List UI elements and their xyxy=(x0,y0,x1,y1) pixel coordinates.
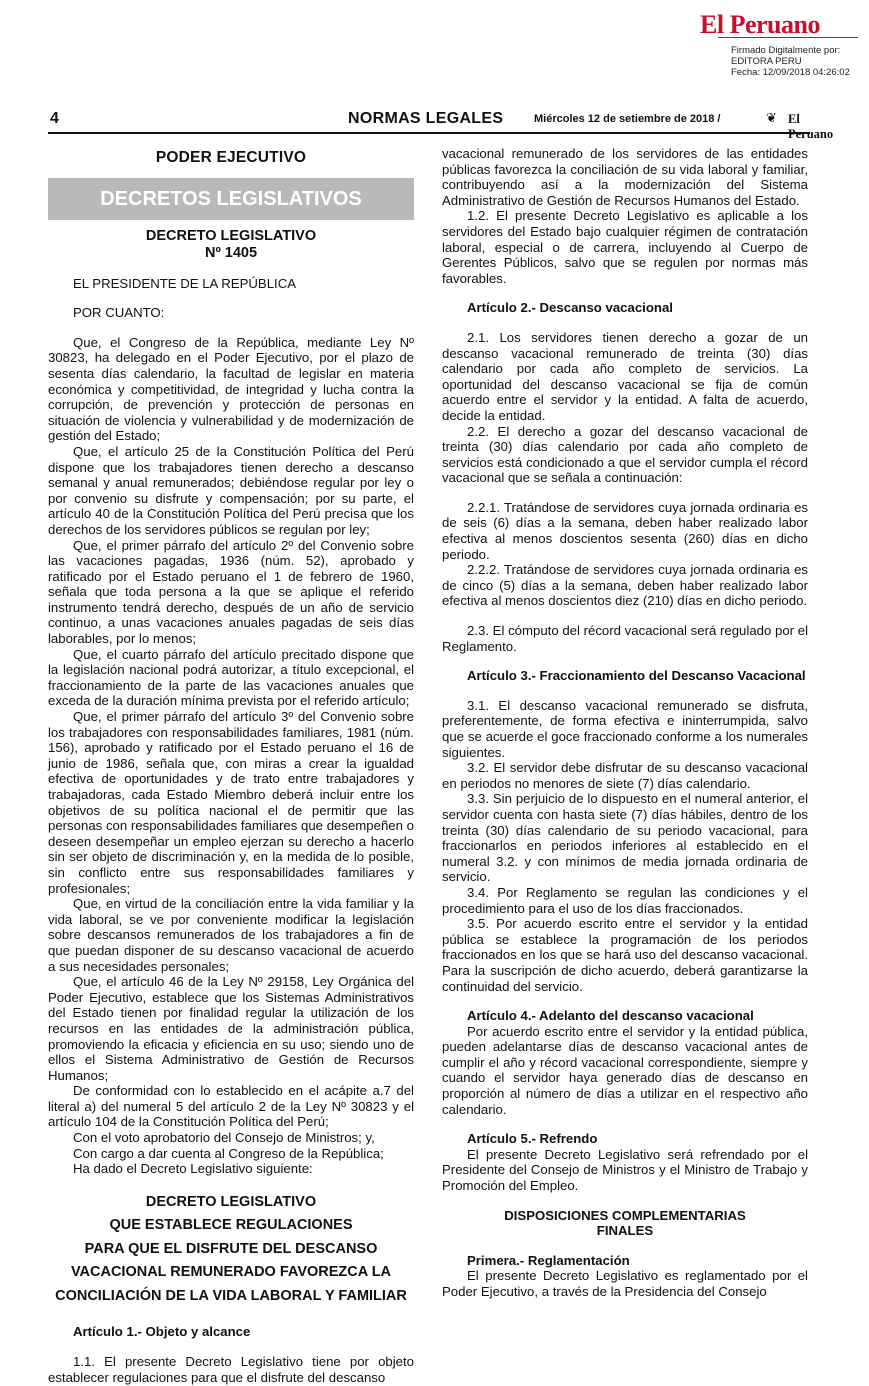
president-line: EL PRESIDENTE DE LA REPÚBLICA xyxy=(73,275,297,291)
dispositions-subheading: FINALES xyxy=(596,1223,654,1239)
article-3-heading: Artículo 3.- Fraccionamiento del Descanso Vacacional xyxy=(467,668,806,684)
whereas-paragraph: Que, el primer párrafo del artículo 2º del Convenio sobre las vacaciones pagadas, 1936 (núm. 52), aprobado y ratificado por el Estado peruano el 1 de febrero de 1960, señala que toda persona a la que se aplique el referido instrumento tendrá derecho, después de un año de servicio continuo, a unas vacaciones anuales pagadas de seis días laborables, por lo menos; xyxy=(48,537,414,647)
title-line: VACACIONAL REMUNERADO FAVOREZCA LA xyxy=(70,1264,392,1281)
paper-name: El Peruano xyxy=(788,112,834,141)
decree-title xyxy=(48,228,414,262)
signature-line: EDITORA PERU xyxy=(731,56,802,67)
article-paragraph: 1.1. El presente Decreto Legislativo tiene por objeto establecer regulaciones para que el disfrute del descanso xyxy=(48,1353,414,1385)
article-paragraph: 3.5. Por acuerdo escrito entre el servidor y la entidad pública se establece la programación de los periodos fraccionados en los que se hará uso del descanso vacacional. Para la suscripción de dicho acuerdo, deberá garantizarse la continuidad del servicio. xyxy=(442,916,808,994)
whereas-paragraph: Que, en virtud de la conciliación entre la vida familiar y la vida laboral, se ve por conveniente modificar la legislación sobre descansos remunerados de los trabajadores a fin de que puedan disponer de su descanso vacacional de acuerdo a sus necesidades personales; xyxy=(48,896,414,974)
title-line: CONCILIACIÓN DE LA VIDA LABORAL Y FAMILIAR xyxy=(55,1287,407,1304)
logo-underline xyxy=(718,37,858,40)
article-paragraph: Por acuerdo escrito entre el servidor y la entidad pública, pueden adelantarse días de descanso vacacional antes de cumplir el año y récord vacacional correspondiente, siempre y cuando el servidor haya generado días de descanso en proporción al número de días a utilizar en el respectivo año calendario. xyxy=(442,1023,808,1117)
article-paragraph: 2.1. Los servidores tienen derecho a gozar de un descanso vacacional remunerado de treinta (30) días calendario por cada año completo de servicios. La oportunidad del descanso vacacional se fija de común acuerdo entre el servidor y la entidad. A falta de acuerdo, decide la entidad. xyxy=(442,329,808,423)
newspaper-logo: El Peruano xyxy=(700,10,820,39)
section-title: NORMAS LEGALES xyxy=(348,110,504,127)
article-2-heading: Artículo 2.- Descanso vacacional xyxy=(467,300,673,316)
title-line: PARA QUE EL DISFRUTE DEL DESCANSO xyxy=(84,1240,378,1257)
whereas-paragraph: Que, el artículo 46 de la Ley Nº 29158, Ley Orgánica del Poder Ejecutivo, establece que los Sistemas Administrativos del Estado tienen por finalidad regular la utilización de los recursos en las entidades de la administración pública, promoviendo la eficacia y eficiencia en su uso; siendo uno de ellos el Sistema Administrativo de Gestión de Recursos Humanos; xyxy=(48,974,414,1083)
page-number: 4 xyxy=(50,110,59,127)
primera-heading: Primera.- Reglamentación xyxy=(467,1252,630,1268)
whereas-paragraph: Con cargo a dar cuenta al Congreso de la República; xyxy=(73,1145,384,1161)
article-paragraph: 3.2. El servidor debe disfrutar de su descanso vacacional en periodos no menores de siete (7) días calendario. xyxy=(442,760,808,791)
whereas-paragraph: Con el voto aprobatorio del Consejo de Ministros; y, xyxy=(73,1130,375,1146)
article-paragraph: El presente Decreto Legislativo es reglamentado por el Poder Ejecutivo, a través de la Presidencia del Consejo xyxy=(442,1268,808,1299)
article-paragraph: 2.3. El cómputo del récord vacacional será regulado por el Reglamento. xyxy=(442,623,808,654)
title-line: DECRETO LEGISLATIVO xyxy=(145,1193,317,1210)
decree-title-line: DECRETO LEGISLATIVO xyxy=(145,227,317,244)
whereas-paragraph: Ha dado el Decreto Legislativo siguiente: xyxy=(73,1161,313,1177)
whereas-paragraph: Que, el Congreso de la República, mediante Ley Nº 30823, ha delegado en el Poder Ejecutivo, por el plazo de sesenta días calendario, la facultad de legislar en materia económica y competitividad, de integridad y lucha contra la corrupción, de prevención y protección de personas en situación de violencia y vulnerabilidad y de modernización de gestión del Estado; xyxy=(48,334,414,444)
signature-line: Fecha: 12/09/2018 04:26:02 xyxy=(731,67,850,78)
por-cuanto: POR CUANTO: xyxy=(73,305,165,321)
article-paragraph: 3.3. Sin perjuicio de lo dispuesto en el numeral anterior, el servidor cuenta con hasta siete (7) días hábiles, dentro de los treinta (30) días calendario de su periodo vacacional, para fraccionarlos en periodos inferiores al establecido en el numeral 3.2. y con mínimos de media jornada ordinaria de servicio. xyxy=(442,791,808,885)
issue-date: Miércoles 12 de setiembre de 2018 / xyxy=(534,113,721,125)
left-column xyxy=(48,150,414,1385)
article-paragraph: El presente Decreto Legislativo será refrendado por el Presidente del Consejo de Ministros y el Ministro de Trabajo y Promoción del Empleo. xyxy=(442,1146,808,1194)
whereas-paragraph: Que, el artículo 25 de la Constitución Política del Perú dispone que los trabajadores tienen derecho a descanso semanal y anual remunerados; debiéndose regular por ley o por convenio su disfrute y compensación; por su parte, el artículo 40 de la Constitución Política del Perú precisa que los derechos de los servidores públicos se regulan por ley; xyxy=(48,443,414,537)
crest-icon: ❦ xyxy=(766,110,777,125)
article-1-heading: Artículo 1.- Objeto y alcance xyxy=(73,1324,251,1340)
branch-heading: PODER EJECUTIVO xyxy=(155,149,307,166)
whereas-paragraph: Que, el primer párrafo del artículo 3º del Convenio sobre los trabajadores con responsabilidades familiares, 1981 (núm. 156), aprobado y ratificado por el Estado peruano el 16 de junio de 1986, señala que, con miras a crear la igualdad efectiva de oportunidades y de trato entre trabajadores y trabajadoras, cada Estado Miembro deberá incluir entre los objetivos de su política nacional el de permitir que las personas con responsabilidades familiares que desempeñen o deseen desempeñar un empleo ejerzan su derecho a hacerlo sin ser objeto de discriminación y, en la medida de lo posible, sin conflicto entre sus responsabilidades familiares y profesionales; xyxy=(48,709,414,896)
whereas-paragraph: Que, el cuarto párrafo del artículo precitado dispone que la legislación nacional podrá autorizar, a título excepcional, el fraccionamiento de la parte de las vacaciones anuales que exceda de la duración mínima prevista por el referido artículo; xyxy=(48,646,414,709)
article-paragraph: 1.2. El presente Decreto Legislativo es aplicable a los servidores del Estado bajo cualquier régimen de contratación laboral, especial o de carrera, incluyendo al Cuerpo de Gerentes Públicos, salvo que se regulen por normas más favorables. xyxy=(442,208,808,286)
article-4-heading: Artículo 4.- Adelanto del descanso vacacional xyxy=(467,1008,754,1024)
signature-line: Firmado Digitalmente por: xyxy=(731,45,841,56)
decree-number: Nº 1405 xyxy=(204,244,258,261)
article-paragraph: 2.2. El derecho a gozar del descanso vacacional de treinta (30) días calendario por cada año completo de servicios está condicionado a que el servidor cumpla el récord vacacional que se señala a continuación: xyxy=(442,423,808,486)
dispositions-heading: DISPOSICIONES COMPLEMENTARIAS xyxy=(504,1207,746,1223)
right-column xyxy=(442,146,808,1300)
title-line: QUE ESTABLECE REGULACIONES xyxy=(109,1217,353,1234)
article-paragraph: 3.1. El descanso vacacional remunerado se disfruta, preferentemente, de forma efectiva e ininterrumpida, salvo que se acuerde el goce fraccionado conforme a los numerales siguientes. xyxy=(442,697,808,760)
article-paragraph: 2.2.1. Tratándose de servidores cuya jornada ordinaria es de seis (6) días a la semana, deben haber realizado labor efectiva al menos doscientos sesenta (260) días en dicho periodo. xyxy=(442,499,808,562)
decree-full-title xyxy=(48,1191,414,1309)
article-paragraph: 3.4. Por Reglamento se regulan las condiciones y el procedimiento para el uso de los días fraccionados. xyxy=(442,884,808,916)
article-paragraph: vacacional remunerado de los servidores de las entidades públicas favorezca la conciliación de su vida laboral y familiar, contribuyendo así a la modernización del Sistema Administrativo de Gestión de Recursos Humanos del Estado. xyxy=(442,146,808,208)
digital-signature xyxy=(731,45,850,78)
article-paragraph: 2.2.2. Tratándose de servidores cuya jornada ordinaria es de cinco (5) días a la semana, deben haber realizado labor efectiva al menos doscientos diez (210) días en dicho periodo. xyxy=(442,562,808,609)
running-head xyxy=(48,110,834,141)
whereas-paragraph: De conformidad con lo establecido en el acápite a.7 del literal a) del numeral 5 del artículo 2 de la Ley Nº 30823 y el artículo 104 de la Constitución Política del Perú; xyxy=(48,1083,414,1130)
article-5-heading: Artículo 5.- Refrendo xyxy=(467,1131,598,1147)
section-banner: DECRETOS LEGISLATIVOS xyxy=(48,178,414,220)
